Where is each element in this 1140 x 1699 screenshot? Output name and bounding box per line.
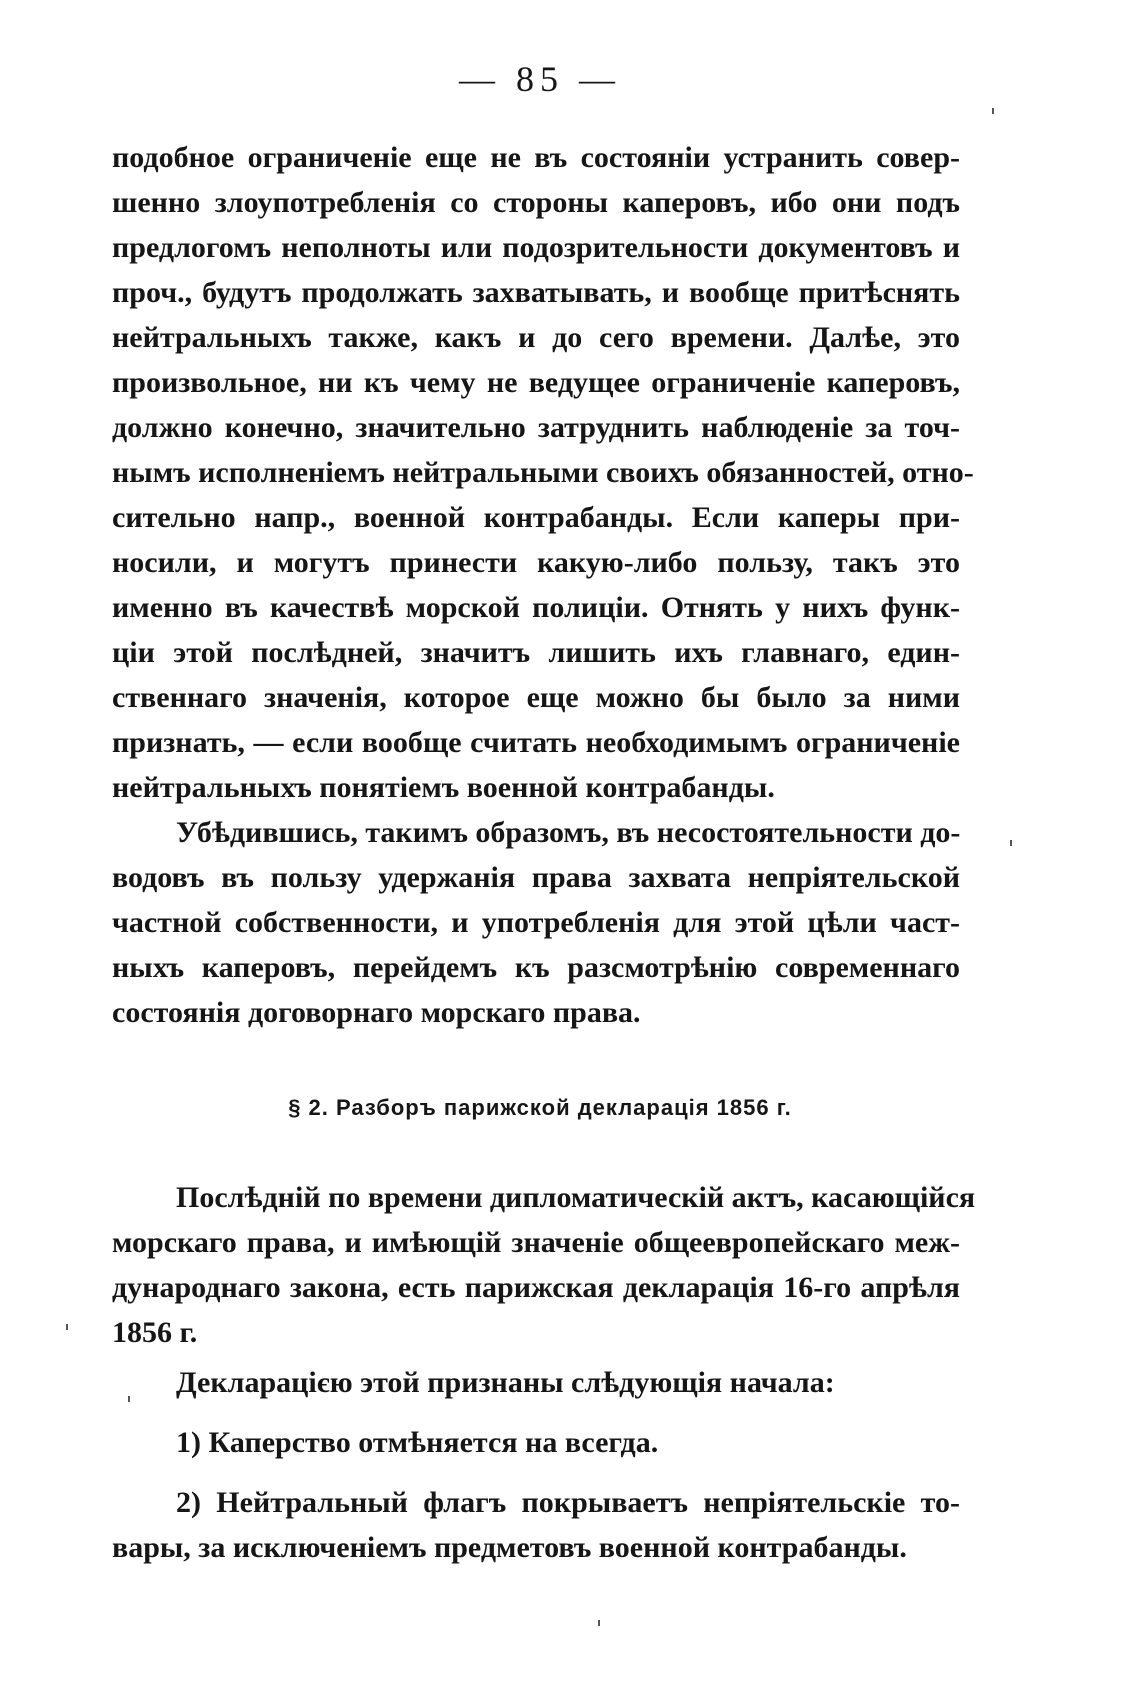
text-line: предлогомъ неполноты или подозрительности документовъ и <box>112 231 960 264</box>
paragraph-principles-intro <box>112 1360 960 1405</box>
text-line: именно въ качествѣ морской полиціи. Отнять у нихъ функ- <box>112 591 960 624</box>
print-speck <box>598 1620 600 1626</box>
text-line: сительно напр., военной контрабанды. Если каперы при- <box>112 501 960 534</box>
paragraph-caper-restriction <box>112 135 974 810</box>
text-line: 2) Нейтральный флагъ покрываетъ непріятельскіе то- <box>176 1486 960 1519</box>
text-line: частной собственности, и употребленія для этой цѣли част- <box>112 906 960 939</box>
text-line: вары, за исключеніемъ предметовъ военной контрабанды. <box>112 1531 907 1564</box>
text-line: подобное ограниченіе еще не въ состояніи устранить совер- <box>112 141 960 174</box>
text-line: морскаго права, и имѣющій значеніе общеевропейскаго меж- <box>112 1226 960 1259</box>
text-line: 1856 г. <box>112 1316 198 1349</box>
text-line: ціи этой послѣдней, значитъ лишить ихъ главнаго, един- <box>112 636 960 669</box>
text-line: Убѣдившись, такимъ образомъ, въ несостоятельности до- <box>176 816 961 849</box>
print-speck <box>992 108 994 114</box>
list-item-2 <box>112 1480 960 1570</box>
print-speck <box>128 1396 130 1402</box>
paragraph-transition <box>112 810 960 1035</box>
print-speck <box>1010 840 1012 846</box>
text-line: состоянія договорнаго морскаго права. <box>112 996 641 1029</box>
text-line: произвольное, ни къ чему не ведущее ограниченіе каперовъ, <box>112 366 960 399</box>
text-line: шенно злоупотребленія со стороны каперовъ, ибо они подъ <box>112 186 960 219</box>
text-line: водовъ въ пользу удержанія права захвата непріятельской <box>112 861 960 894</box>
text-line: должно конечно, значительно затруднить наблюденіе за точ- <box>112 411 960 444</box>
list-item-1 <box>112 1420 960 1465</box>
text-line: дународнаго закона, есть парижская декларація 16-го апрѣля <box>112 1271 960 1304</box>
text-line: ныхъ каперовъ, перейдемъ къ разсмотрѣнію современнаго <box>112 951 960 984</box>
text-line: проч., будутъ продолжать захватывать, и вообще притѣснять <box>112 276 960 309</box>
text-line: нейтральныхъ понятіемъ военной контрабанды. <box>112 771 775 804</box>
text-line: Послѣдній по времени дипломатическій актъ, касающійся <box>176 1181 976 1214</box>
section-heading: § 2. Разборъ парижской декларація 1856 г. <box>288 1095 792 1120</box>
paragraph-paris-declaration <box>112 1175 976 1355</box>
print-speck <box>66 1324 68 1330</box>
text-line: 1) Каперство отмѣняется на всегда. <box>176 1426 659 1459</box>
text-line: нымъ исполненіемъ нейтральными своихъ обязанностей, отно- <box>112 456 974 489</box>
text-line: нейтральныхъ также, какъ и до сего времени. Далѣе, это <box>112 321 960 354</box>
page-number: — 85 — <box>459 59 621 99</box>
text-line: признать, — если вообще считать необходимымъ ограниченіе <box>112 726 960 759</box>
text-line: Декларацією этой признаны слѣдующія начала: <box>176 1366 835 1399</box>
text-line: носили, и могутъ принести какую-либо пользу, такъ это <box>112 546 960 579</box>
text-line: ственнаго значенія, которое еще можно бы было за ними <box>112 681 960 714</box>
